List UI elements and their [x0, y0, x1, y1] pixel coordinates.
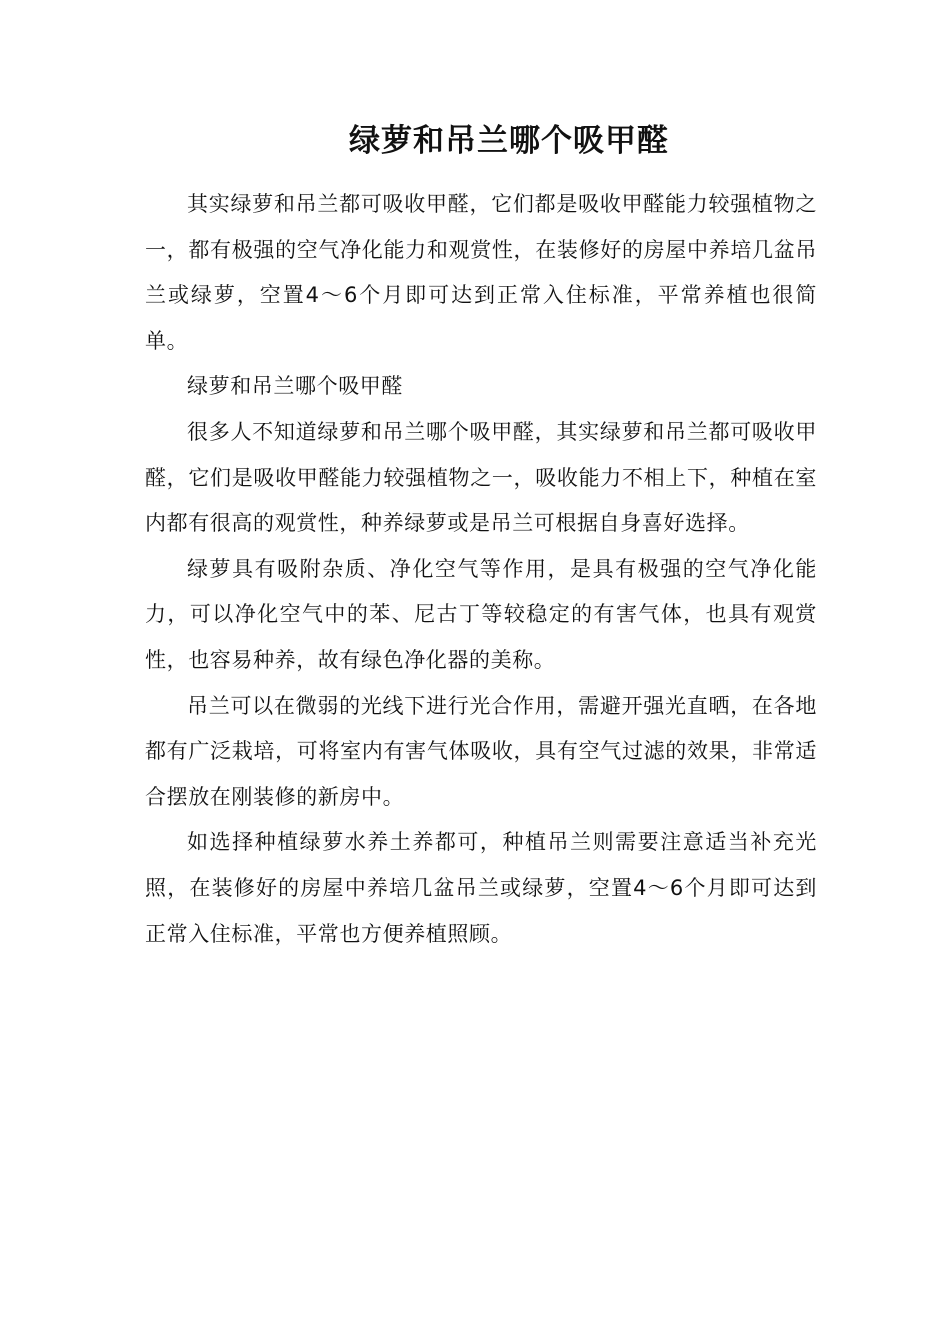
- document-body: [145, 182, 817, 957]
- paragraph-5: 如选择种植绿萝水养土养都可，种植吊兰则需要注意适当补充光照，在装修好的房屋中养培几盆吊兰或绿萝，空置4～6个月即可达到正常入住标准，平常也方便养植照顾。: [145, 830, 817, 946]
- paragraph-1: 其实绿萝和吊兰都可吸收甲醛，它们都是吸收甲醛能力较强植物之一，都有极强的空气净化能力和观赏性，在装修好的房屋中养培几盆吊兰或绿萝，空置4～6个月即可达到正常入住标准，平常养植也很简单。: [145, 192, 817, 353]
- paragraph-subheading: 绿萝和吊兰哪个吸甲醛: [187, 374, 403, 399]
- paragraph-4: 吊兰可以在微弱的光线下进行光合作用，需避开强光直晒，在各地都有广泛栽培，可将室内有害气体吸收，具有空气过滤的效果，非常适合摆放在刚装修的新房中。: [145, 693, 817, 809]
- paragraph-3: 绿萝具有吸附杂质、净化空气等作用，是具有极强的空气净化能力，可以净化空气中的苯、尼古丁等较稳定的有害气体，也具有观赏性，也容易种养，故有绿色净化器的美称。: [145, 556, 817, 672]
- document-title: 绿萝和吊兰哪个吸甲醛: [349, 123, 669, 159]
- paragraph-2: 很多人不知道绿萝和吊兰哪个吸甲醛，其实绿萝和吊兰都可吸收甲醛，它们是吸收甲醛能力较强植物之一，吸收能力不相上下，种植在室内都有很高的观赏性，种养绿萝或是吊兰可根据自身喜好选择。: [145, 419, 817, 536]
